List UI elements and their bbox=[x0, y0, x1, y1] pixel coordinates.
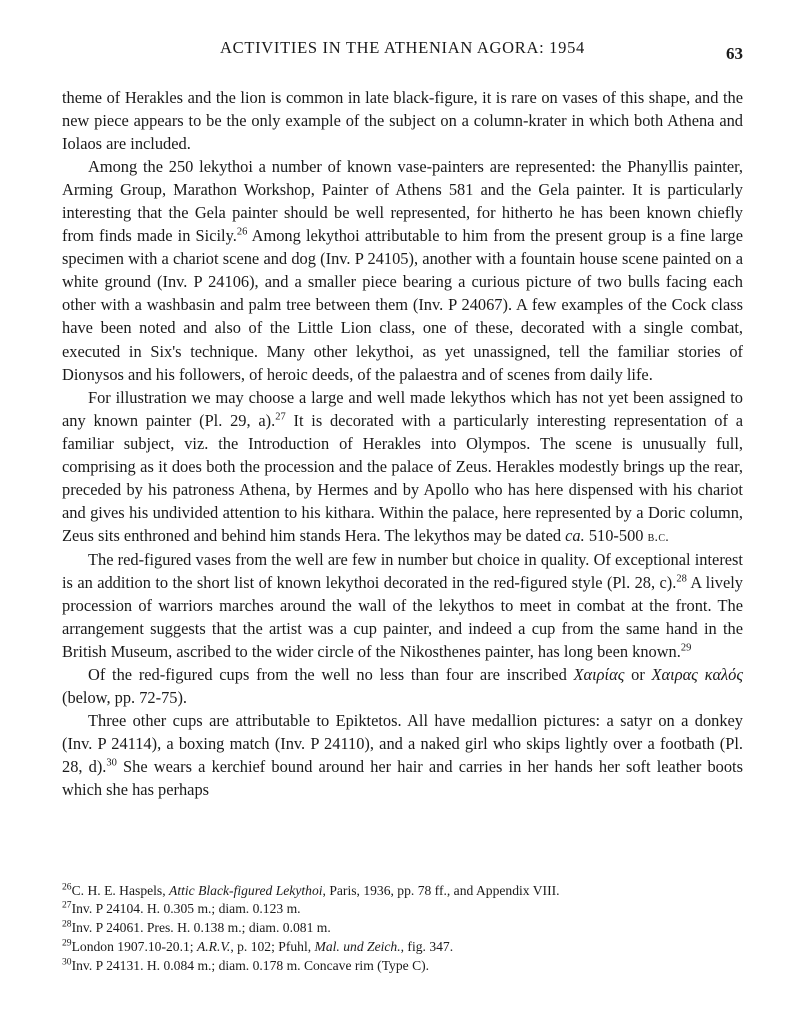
greek-inscription-2: Χαιρας καλός bbox=[651, 664, 743, 684]
footnote-29-title-2: Mal. und Zeich. bbox=[314, 939, 401, 955]
footnote-28-mark: 28 bbox=[62, 918, 72, 930]
date-range: 510-500 bbox=[584, 525, 648, 545]
footnote-29-pre: London 1907.10-20.1; bbox=[71, 939, 197, 955]
paragraph-5 bbox=[62, 663, 743, 709]
footnote-ref-30[interactable]: 30 bbox=[106, 757, 117, 769]
footnote-27 bbox=[62, 900, 743, 919]
date-era: b.c. bbox=[647, 529, 670, 545]
running-title: ACTIVITIES IN THE ATHENIAN AGORA: 1954 bbox=[220, 38, 585, 57]
date-circa: ca. bbox=[565, 525, 585, 545]
footnote-29-post-2: , fig. 347. bbox=[400, 939, 454, 955]
paragraph-6 bbox=[62, 709, 743, 801]
footnote-ref-26[interactable]: 26 bbox=[236, 226, 248, 238]
footnote-26 bbox=[62, 882, 743, 901]
page-number: 63 bbox=[726, 44, 743, 63]
footnote-30-mark: 30 bbox=[62, 956, 72, 968]
paragraph-6-text: The red-figured vases from the well are few in number but choice in quality. Of exceptional interest is an addition to the short list of known lekythoi decorated in the red-figured style (Pl. 28, c). bbox=[62, 549, 743, 592]
footnote-29-mark: 29 bbox=[62, 937, 72, 949]
page-header bbox=[62, 38, 743, 64]
paragraph-2-text: Among the 250 lekythoi a number of known vase-painters are represented: the Phanyllis painter, Arming Group, Marathon Workshop, Painter of Athens 581 and the Gela painter. It is particularly interesting that the Gela painter should be well represented, for hitherto he has been known chiefly from finds made in Sicily. bbox=[62, 157, 743, 246]
footnote-29 bbox=[62, 938, 743, 957]
footnote-28 bbox=[62, 919, 743, 938]
footnote-27-mark: 27 bbox=[62, 899, 72, 911]
footnote-28-text: Inv. P 24061. Pres. H. 0.138 m.; diam. 0.081 m. bbox=[71, 920, 331, 936]
paragraph-5-text: It is decorated with a particularly interesting representation of a familiar subject, viz. the Introduction of Herakles into Olympos. The scene is unusually full, comprising as it does both the procession and the palace of Zeus. Herakles modestly brings up the rear, preceded by his patroness Athena, by Hermes and by Apollo who has here dispensed with his chariot and gives his undivided attention to his kithara. Within the palace, here represented by a Doric column, Zeus sits enthroned and behind him stands Hera. The lekythos may be dated bbox=[62, 410, 743, 545]
footnote-27-text: Inv. P 24104. H. 0.305 m.; diam. 0.123 m. bbox=[71, 901, 301, 917]
footnote-ref-28[interactable]: 28 bbox=[676, 573, 687, 585]
footnote-29-title-1: A.R.V. bbox=[196, 939, 231, 955]
footnote-30 bbox=[62, 957, 743, 976]
greek-conjunction: or bbox=[624, 664, 652, 684]
footnote-30-text: Inv. P 24131. H. 0.084 m.; diam. 0.178 m. Concave rim (Type C). bbox=[71, 958, 430, 974]
greek-inscription-1: Χαιρίας bbox=[573, 664, 625, 684]
paragraph-2 bbox=[62, 155, 743, 385]
paragraph-1-text: theme of Herakles and the lion is common in late black-figure, it is rare on vases of this shape, and the new piece appears to be the only example of the subject on a column-krater in which both Athena and Iolaos are included. bbox=[62, 88, 743, 154]
paragraph-8-text: Of the red-figured cups from the well no less than four are inscribed bbox=[88, 664, 574, 684]
paragraph-3 bbox=[62, 386, 743, 548]
footnote-29-post: , p. 102; Pfuhl, bbox=[230, 939, 315, 955]
footnote-ref-27[interactable]: 27 bbox=[275, 411, 286, 423]
footnotes bbox=[62, 882, 743, 976]
paragraph-10-text: She wears a kerchief bound around her hair and carries in her hands her soft leather boots which she has perhaps bbox=[62, 756, 743, 800]
greek-reference: (below, pp. 72-75). bbox=[62, 687, 188, 707]
footnote-26-pre: C. H. E. Haspels, bbox=[71, 882, 170, 898]
paragraph-4-text: For illustration we may choose a large and well made lekythos which has not yet been assigned to any known painter (Pl. 29, a). bbox=[62, 387, 743, 430]
footnote-26-post: , Paris, 1936, pp. 78 ff., and Appendix VIII. bbox=[322, 882, 560, 898]
paragraph-9-text: Three other cups are attributable to Epiktetos. All have medallion pictures: a satyr on a donkey (Inv. P 24114), a boxing match (Inv. P 24110), and a naked girl who skips lightly over a footbath (Pl. 28, d). bbox=[62, 710, 743, 776]
paragraph-7-text: A lively procession of warriors marches around the wall of the lekythos to meet in combat at the front. The arrangement suggests that the artist was a cup painter, and indeed a cup from the same hand in the British Museum, ascribed to the wider circle of the Nikosthenes painter, has long been known. bbox=[62, 572, 743, 661]
footnote-26-title: Attic Black-figured Lekythoi bbox=[169, 882, 323, 898]
paragraph-1 bbox=[62, 86, 743, 155]
body-text bbox=[62, 86, 743, 801]
paragraph-4 bbox=[62, 548, 743, 663]
footnote-26-mark: 26 bbox=[62, 881, 72, 893]
footnote-ref-29[interactable]: 29 bbox=[680, 642, 692, 654]
paragraph-3-text: Among lekythoi attributable to him from the present group is a fine large specimen with a chariot scene and dog (Inv. P 24105), another with a fountain house scene painted on a white ground (Inv. P 24106), and a smaller piece bearing a curious picture of two bulls facing each other with a washbasin and palm tree between them (Inv. P 24067). A few examples of the Cock class have been noted and also of the Little Lion class, one of these, decorated with a single combat, executed in Six's technique. Many other lekythoi, as yet unassigned, tell the familiar stories of Dionysos and his followers, of heroic deeds, of the palaestra and of scenes from daily life. bbox=[62, 226, 743, 384]
